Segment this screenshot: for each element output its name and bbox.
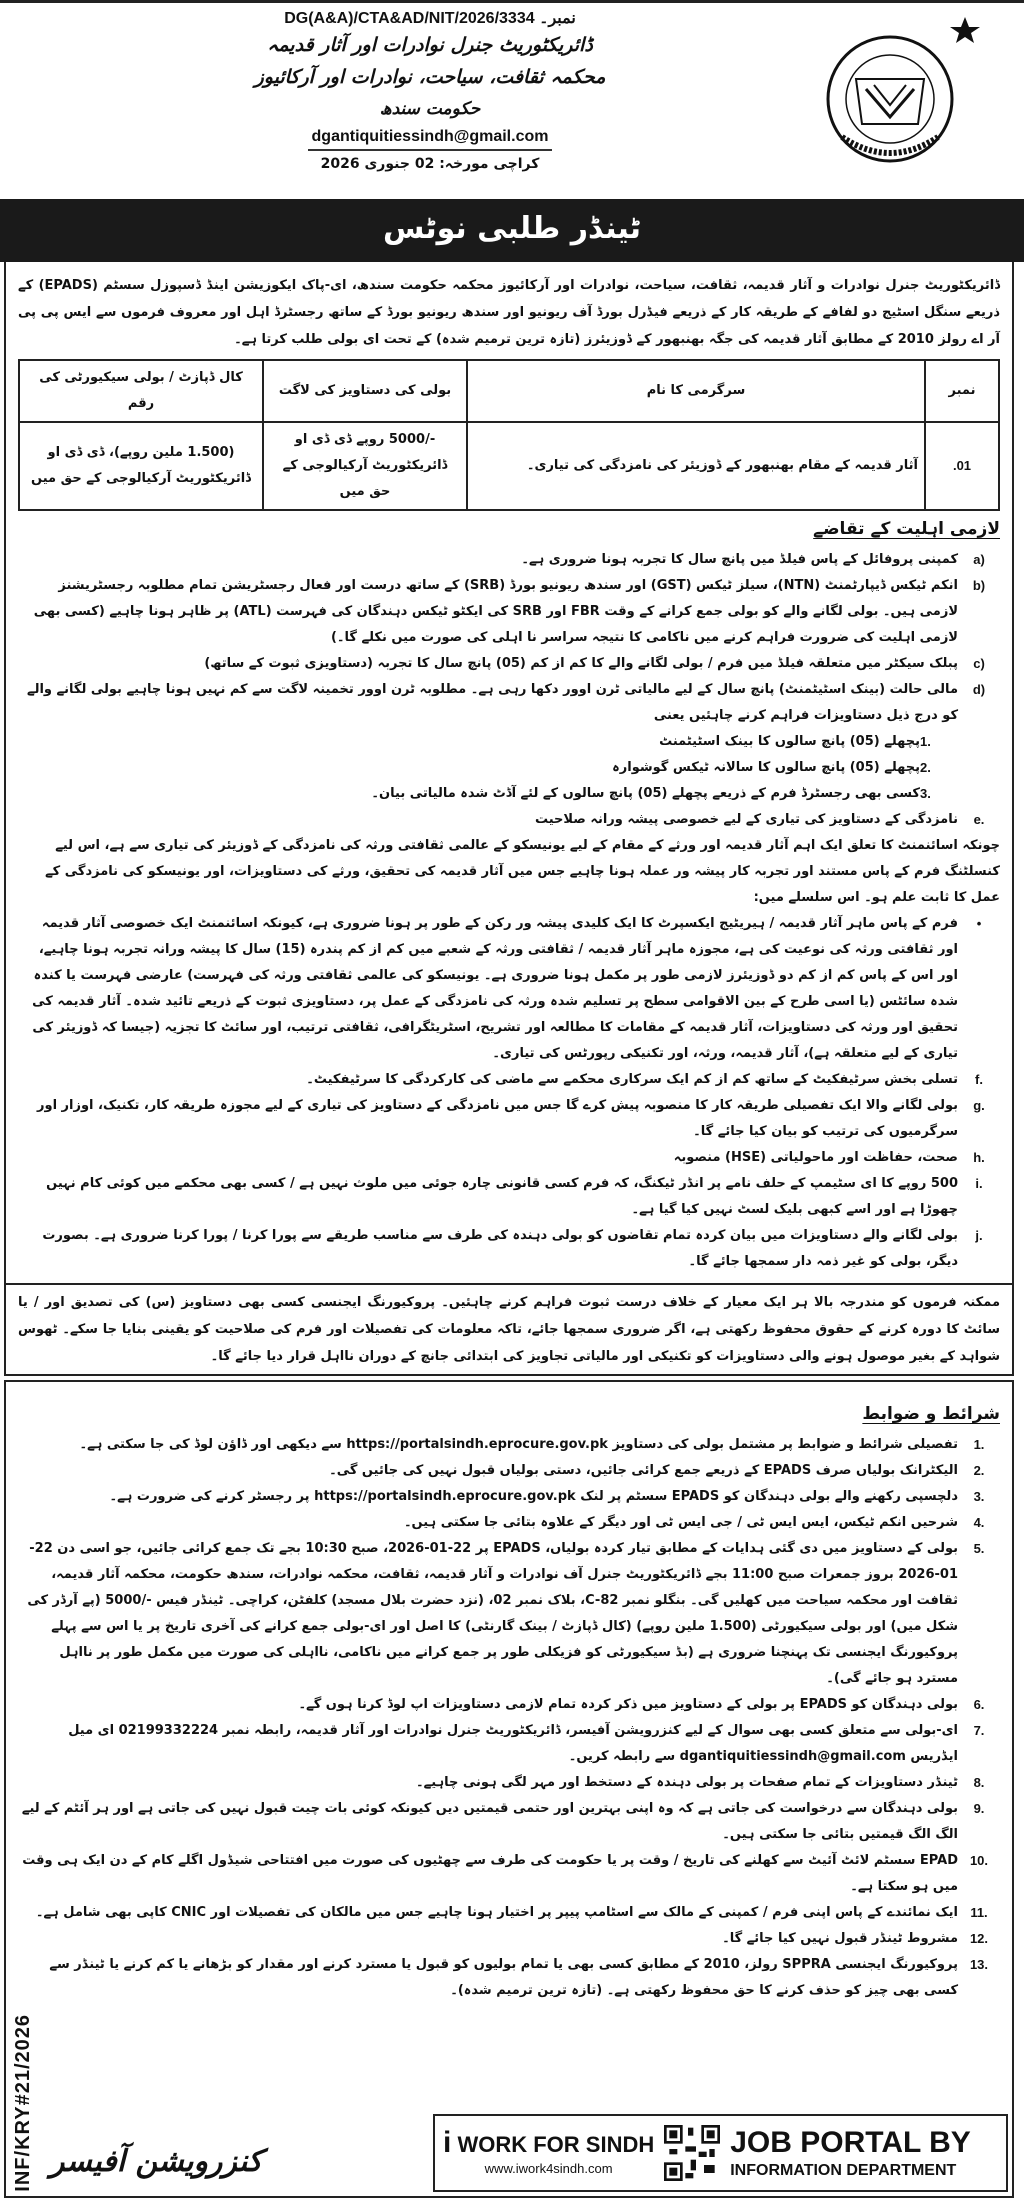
column-header-number: نمبر [925, 360, 999, 422]
condition-item-text: ٹینڈر دستاویزات کے تمام صفحات پر بولی دہندہ کے دستخط اور مہر لگی ہونی چاہیے۔ [415, 1775, 958, 1790]
condition-item-marker: 11. [970, 1905, 988, 1920]
condition-item-marker: 9. [973, 1801, 985, 1816]
side-code: INF/KRY#21/2026 [12, 2014, 34, 2192]
requirement-item [18, 1067, 1000, 1093]
issue-date [200, 154, 660, 174]
condition-item [18, 1952, 1000, 2004]
condition-item-marker: 10. [969, 1853, 989, 1868]
condition-item [18, 1796, 1000, 1848]
tender-details-section [4, 262, 1014, 1285]
requirement-item-marker: • [976, 916, 982, 931]
condition-item-text: دلچسپی رکھنے والے بولی دہندگان کو EPADS سسٹم پر لنک https://portalsindh.eprocure.gov.pk پر رجسٹر کرنے کی ضرورت ہے۔ [109, 1489, 958, 1504]
column-header-document-cost: بولی کی دستاویز کی لاگت [263, 360, 467, 422]
cell-document-cost: -/5000 روپے ڈی ڈی او ڈائریکٹوریٹ آرکیالوجی کے حق میں [263, 422, 467, 510]
condition-item-text: بولی دہندگان کو EPADS پر بولی کے دستاویز میں ذکر کردہ تمام لازمی دستاویزات اپ لوڈ کرنا ہوں گے۔ [298, 1697, 958, 1712]
requirement-item-text: نامزدگی کے دستاویز کی تیاری کے لیے خصوصی پیشہ ورانہ صلاحیت [534, 812, 958, 827]
job-portal-advert [433, 2114, 1008, 2192]
sindh-government-emblem-icon [790, 9, 990, 169]
government-name: حکومت سندھ [379, 99, 481, 119]
condition-item-text: ای-بولی سے متعلق کسی بھی سوال کے لیے کنزرویشن آفیسر، ڈائریکٹوریٹ جنرل نوادرات اور آثار قدیمہ، رابطہ نمبر 02199332224 ای میل ایڈریس dgantiquitiessindh@gmail.com سے رابطہ کریں۔ [68, 1723, 958, 1764]
requirement-item-marker: d) [972, 682, 986, 697]
condition-item-text: پروکیورنگ ایجنسی SPPRA رولز، 2010 کے مطابق کسی بھی یا تمام بولیوں کو قبول یا مسترد کرنے اور مقدار کو بڑھانے یا کم کرنے یا ٹینڈر سے کسی بھی چیز کو حذف کرنے کا حق محفوظ رکھتی ہے۔ (تازہ ترین ترمیم شدہ)۔ [49, 1957, 958, 1998]
requirement-item [18, 547, 1000, 573]
condition-item-text: ایک نمائندے کے پاس اپنی فرم / کمپنی کے مالک سے اسٹامپ پیپر پر اختیار ہونا چاہیے جس میں مالکان کی تفصیلات اور CNIC کاپی بھی شامل ہے۔ [35, 1905, 958, 1920]
column-header-bid-security: کال ڈپازٹ / بولی سیکیورٹی کی رقم [19, 360, 263, 422]
requirement-item [18, 807, 1000, 833]
side-code-column [6, 2014, 40, 2192]
requirement-item [18, 1171, 1000, 1223]
requirement-item-marker: 1. [920, 734, 931, 749]
condition-item [18, 1718, 1000, 1770]
condition-item [18, 1536, 1000, 1692]
condition-item-marker: 2. [973, 1463, 985, 1478]
reference-prefix: نمبر۔ [539, 10, 576, 27]
condition-item [18, 1848, 1000, 1900]
requirement-item [18, 911, 1000, 1067]
condition-item-marker: 13. [969, 1957, 989, 1972]
notice-footer [6, 2014, 1012, 2196]
requirement-item-text: کسی بھی رجسٹرڈ فرم کے ذریعے پچھلے (05) پانچ سالوں کے لئے آڈٹ شدہ مالیاتی بیان۔ [371, 786, 920, 801]
requirement-item-text: پچھلے (05) پانچ سالوں کا سالانہ ٹیکس گوشوارہ [612, 760, 920, 775]
job-portal-title: JOB PORTAL BY [730, 2125, 971, 2159]
reference-value: DG(A&A)/CTA&AD/NIT/2026/3334 [284, 10, 535, 27]
condition-item-marker: 7. [973, 1723, 985, 1738]
requirement-item-text: بولی لگانے والا ایک تفصیلی طریقہ کار کا منصوبہ پیش کرے گا جس میں نامزدگی کے دستاویز کی تیاری کے لیے مجوزہ طریقہ کار، تکنیک، اوزار اور سرگرمیوں کی ترتیب کو بیان کیا جائے گا۔ [37, 1098, 958, 1139]
condition-item-marker: 3. [973, 1489, 985, 1504]
requirement-item [18, 781, 1000, 807]
requirement-item-text: صحت، حفاظت اور ماحولیاتی (HSE) منصوبہ [673, 1150, 958, 1165]
condition-item-marker: 12. [969, 1931, 989, 1946]
conditions-heading: شرائط و ضوابط [862, 1404, 1000, 1424]
iwork-logo [443, 2125, 655, 2160]
requirement-item-marker: i. [975, 1176, 983, 1191]
condition-item-text: الیکٹرانک بولیاں صرف EPADS کے ذریعے جمع کرائی جائیں، دستی بولیاں قبول نہیں کی جائیں گی۔ [329, 1463, 958, 1478]
requirement-item [18, 755, 1000, 781]
requirement-item-marker: b) [972, 578, 986, 593]
requirement-item-marker: f. [975, 1072, 983, 1087]
requirement-item [18, 573, 1000, 651]
iwork-url[interactable]: www.iwork4sindh.com [484, 2160, 613, 2176]
requirement-item-text: پچھلے (05) پانچ سالوں کا بینک اسٹیٹمنٹ [659, 734, 920, 749]
condition-item-text: شرحیں انکم ٹیکس، ایس ایس ٹی / جی ایس ٹی اور دیگر کے علاوہ بتائی جا سکتی ہیں۔ [403, 1515, 958, 1530]
requirement-item [18, 833, 1000, 911]
requirement-item-text: فرم کے پاس ماہر آثار قدیمہ / ہیریٹیج ایکسپرٹ کا ایک کلیدی پیشہ ور رکن کے طور پر ہونا ضروری ہے، کیونکہ اسائنمنٹ ایک خصوصی آثار قدیمہ اور ثقافتی ورثہ کی نوعیت کی ہے، مجوزہ ماہر آثار قدیمہ / ثقافتی ورثہ کے شعبے میں کم از کم پندرہ (15) سال کا پیشہ ورانہ تجربہ ہونا چاہیے، اور اس کے پاس کم از کم دو ڈوزیئرز لازمی طور پر مکمل ہونا ضروری ہے۔ یونیسکو کی عالمی ثقافتی ورثہ کی فہرست) عارضی فہرست یا کندہ شدہ سائٹس (یا اسی طرح کے بین الاقوامی سطح پر تسلیم شدہ ورثہ کی نامزدگی کے عمل پر، دستاویزی ثبوت کے ذریعے تائید شدہ۔ آثار قدیمہ کی تحقیق اور ورثہ کی دستاویزات، آثار قدیمہ کے مقامات کا مطالعہ اور تشریح، اسٹریٹگرافی، ثقافتی ترتیب، اور سائٹ کا تجزیہ (جیسا کہ ڈوزیئر کی تیاری کے لیے متعلقہ ہے)، آثار قدیمہ، ورثہ، اور تکنیکی رپورٹس کی تیاری۔ [32, 916, 958, 1061]
reference-number [200, 9, 660, 29]
signature-conservation-officer: کنزرویشن آفیسر [50, 2143, 263, 2179]
cell-activity: آثار قدیمہ کے مقام بھنبھور کے ڈوزیئر کی نامزدگی کی تیاری۔ [467, 422, 925, 510]
requirement-item [18, 1223, 1000, 1275]
requirement-item [18, 729, 1000, 755]
condition-item-marker: 8. [973, 1775, 985, 1790]
requirement-item-text: 500 روپے کا ای سٹیمپ کے حلف نامے پر انڈر ٹیکنگ، کہ فرم کسی قانونی چارہ جوئی میں ملوث نہیں ہے / کسی بھی محکمے میں کوئی کام نہیں چھوڑا ہے اور اسے کبھی بلیک لسٹ نہیں کیا گیا ہے۔ [46, 1176, 958, 1217]
tender-table [18, 359, 1000, 511]
requirement-item-text: پبلک سیکٹر میں متعلقہ فیلڈ میں فرم / بولی لگانے والے کا کم از کم (05) پانچ سال کا تجربہ (دستاویزی ثبوت کے ساتھ) [204, 656, 958, 671]
condition-item-text: بولی دہندگان سے درخواست کی جاتی ہے کہ وہ اپنی بہترین اور حتمی قیمتیں دیں کیونکہ کوئی بات چیت قبول نہیں کی جاتی ہے اور ہر آئٹم کے لیے الگ الگ قیمتیں بتائی جا سکتی ہیں۔ [21, 1801, 958, 1842]
requirement-item-marker: c) [973, 656, 985, 671]
requirement-item-marker: g. [973, 1098, 985, 1113]
department-name: ڈائریکٹوریٹ جنرل نوادرات اور آثار قدیمہ [267, 34, 593, 56]
condition-item-marker: 1. [973, 1437, 985, 1452]
requirement-item-marker: 2. [920, 760, 931, 775]
condition-item [18, 1770, 1000, 1796]
requirement-item-marker: a) [973, 552, 985, 567]
date-value: 02 جنوری 2026 [320, 156, 435, 172]
condition-item [18, 1432, 1000, 1458]
requirement-item-text: انکم ٹیکس ڈیپارٹمنٹ (NTN)، سیلز ٹیکس (GST) اور سندھ ریونیو بورڈ (SRB) کے ساتھ درست اور فعال رجسٹریشن تمام مطلوبہ رجسٹریشنز لازمی ہیں۔ بولی لگانے والے کو بولی جمع کرانے کے وقت FBR اور SRB کی ایکٹو ٹیکس دہندگان کی فہرست (ATL) پر ظاہر ہونا چاہیے (کسی بھی لازمی اہلیت کی ضرورت فراہم کرنے میں ناکامی کا نتیجہ سراسر نا اہلی کی صورت میں نکلے گا۔) [33, 578, 958, 645]
requirement-item-marker: e. [973, 812, 985, 827]
condition-item [18, 1510, 1000, 1536]
requirement-item [18, 651, 1000, 677]
iwork-block [443, 2125, 655, 2178]
requirement-item-text: کمپنی پروفائل کے پاس فیلڈ میں پانچ سال کا تجربہ ہونا ضروری ہے۔ [521, 552, 958, 567]
header-email-link[interactable]: dgantiquitiessindh@gmail.com [308, 127, 553, 151]
date-label: کراچی مورخہ: [439, 156, 540, 172]
condition-item-marker: 5. [973, 1541, 985, 1556]
requirement-item [18, 677, 1000, 729]
condition-item-text: EPAD سسٹم لائٹ آئیٹ سے کھلنے کی تاریخ / وقت پر یا حکومت کی طرف سے چھٹیوں کی صورت میں افتتاحی شیڈول اگلے کام کے دن ایک ہی وقت میں ہو سکتا ہے۔ [22, 1853, 958, 1894]
job-portal-block [730, 2125, 971, 2181]
condition-item [18, 1900, 1000, 1926]
requirement-item-text: چونکہ اسائنمنٹ کا تعلق ایک اہم آثار قدیمہ اور ورثے کے مقام کے لیے یونیسکو کے عالمی ثقافتی ورثہ کی نامزدگی کے ڈوزیئر کی تیاری سے ہے، اس لیے کنسلٹنگ فرم کے پاس مستند اور تجربہ کار پیشہ ور عملہ ہونا چاہیے جس میں آثار قدیمہ کی تحقیق، ورثے کی دستاویزات، اور یونیسکو کی نامزدگی کے عمل کا ثابت علم ہو۔ اس سلسلے میں: [45, 838, 1000, 905]
requirement-item-marker: h. [973, 1150, 985, 1165]
letterhead [0, 3, 1024, 199]
requirement-item-marker: 3. [920, 786, 931, 801]
condition-item [18, 1692, 1000, 1718]
table-header-row [19, 360, 999, 422]
ministry-name: محکمہ ثقافت، سیاحت، نوادرات اور آرکائیوز [254, 66, 606, 88]
condition-item [18, 1458, 1000, 1484]
condition-item-text: تفصیلی شرائط و ضوابط پر مشتمل بولی کی دستاویز https://portalsindh.eprocure.gov.pk سے دیکھی اور ڈاؤن لوڈ کی جا سکتی ہے۔ [79, 1437, 958, 1452]
verification-note-section [4, 1285, 1014, 1376]
condition-item [18, 1926, 1000, 1952]
iwork-logo-i: i [443, 2125, 452, 2159]
requirements-heading: لازمی اہلیت کے تقاضے [813, 519, 1000, 539]
requirements-list [18, 547, 1000, 1275]
requirement-item-text: تسلی بخش سرٹیفکیٹ کے ساتھ کم از کم ایک سرکاری محکمے سے ماضی کی کارکردگی کا سرٹیفکیٹ۔ [306, 1072, 958, 1087]
tender-notice-banner: ٹینڈر طلبی نوٹس [0, 199, 1024, 262]
condition-item [18, 1484, 1000, 1510]
verification-note: ممکنہ فرموں کو مندرجہ بالا ہر ایک معیار کے خلاف درست ثبوت فراہم کرنے چاہئیں۔ پروکیورنگ ایجنسی کسی بھی دستاویز (س) کی تصدیق اور / یا سائٹ کا دورہ کرنے کے حقوق محفوظ رکھتی ہے، اگر ضروری سمجھا جائے، تاکہ معلومات کی تفصیلات اور فرم کی صلاحیت کو یقینی بنایا جا سکے۔ ٹھوس شواہد کے بغیر موصول ہونے والی دستاویزات کو تکنیکی اور مالیاتی تجاویز کی ابتدائی جانچ کے دوران نااہل قرار دیا جائے گا۔ [18, 1295, 1000, 1364]
requirement-item-marker: j. [975, 1228, 983, 1243]
condition-item-marker: 6. [973, 1697, 985, 1712]
conditions-list [18, 1432, 1000, 2004]
qr-code-icon [664, 2125, 720, 2181]
requirement-item [18, 1093, 1000, 1145]
letterhead-text [200, 9, 660, 174]
requirement-item-text: بولی لگانے والے دستاویزات میں بیان کردہ تمام تقاضوں کو بولی دہندہ کی طرف سے مناسب طریقے سے پورا کرنا / پورا کرنا ضروری ہے۔ بصورت دیگر، بولی کو غیر ذمہ دار سمجھا جائے گا۔ [42, 1228, 958, 1269]
cell-bid-security: (1.500 ملین روپے)، ڈی ڈی او ڈائریکٹوریٹ آرکیالوجی کے حق میں [19, 422, 263, 510]
intro-paragraph: ڈائریکٹوریٹ جنرل نوادرات و آثار قدیمہ، ثقافت، سیاحت، نوادرات اور آرکائیوز محکمہ حکومت سندھ، ای-پاک ایکوزیشن اینڈ ڈسپوزل سسٹم (EPADS) کے ذریعے سنگل اسٹیج دو لفافے کے طریقہ کار کے ذریعے فیڈرل بورڈ آف ریونیو اور سندھ ریونیو بورڈ کے ساتھ رجسٹرڈ اہل اور معروف فرموں سے ایس پی پی آر اے رولز 2010 کے مطابق آثار قدیمہ کی جگہ بھنبھور کے ڈوزیئرز (تازہ ترین ترمیم شدہ) کے تحت ای بولی طلب کرتا ہے۔ [18, 278, 1000, 347]
information-department-label: INFORMATION DEPARTMENT [730, 2161, 957, 2179]
terms-conditions-section [4, 1380, 1014, 2198]
iwork-brand-text: WORK FOR SINDH [457, 2131, 655, 2157]
column-header-activity: سرگرمی کا نام [467, 360, 925, 422]
cell-number: 01. [925, 422, 999, 510]
condition-item-marker: 4. [973, 1515, 985, 1530]
condition-item-text: مشروط ٹینڈر قبول نہیں کیا جائے گا۔ [722, 1931, 958, 1946]
condition-item-text: بولی کے دستاویز میں دی گئی ہدایات کے مطابق تیار کردہ بولیاں، EPADS پر 22-01-2026، صبح 10:30 بجے تک جمع کرائی جائیں، جو اسی دن 22-01-2026 بروز جمعرات صبح 11:00 بجے ڈائریکٹوریٹ جنرل آف نوادرات و آثار قدیمہ، ثقافت، محکمہ نوادرات، سندھ حکومت، محکمہ آثار قدیمہ، ثقافت اور محکمہ سیاحت میں کھلیں گی۔ بنگلو نمبر C-82، بلاک نمبر 02، (نزد حضرت بلال مسجد) کلفٹن، کراچی۔ ٹینڈر فیس -/5000 (پے آرڈر کی شکل میں) اور بولی سیکیورٹی (1.500 ملین روپے) (کال ڈپازٹ / بینک گارنٹی) کا اصل اور ای-بولی جمع کرانے کی آخری تاریخ پر یا اس سے پہلے پروکیورنگ ایجنسی تک پہنچنا ضروری ہے (بڈ سیکیورٹی کو فزیکلی طور پر جمع کرانے میں ناکامی، نااہلی کی صورت میں مکمل طور پر نااہل مسترد ہو جائے گی)۔ [27, 1541, 958, 1686]
requirement-item [18, 1145, 1000, 1171]
requirement-item-text: مالی حالت (بینک اسٹیٹمنٹ) پانچ سال کے لیے مالیاتی ٹرن اوور دکھا رہی ہے۔ مطلوبہ ٹرن اوور تخمینہ لاگت سے کم نہیں ہونا چاہیے بولی لگانے والے کو درج ذیل دستاویزات فراہم کرنے چاہئیں یعنی [26, 682, 958, 723]
table-row [19, 422, 999, 510]
